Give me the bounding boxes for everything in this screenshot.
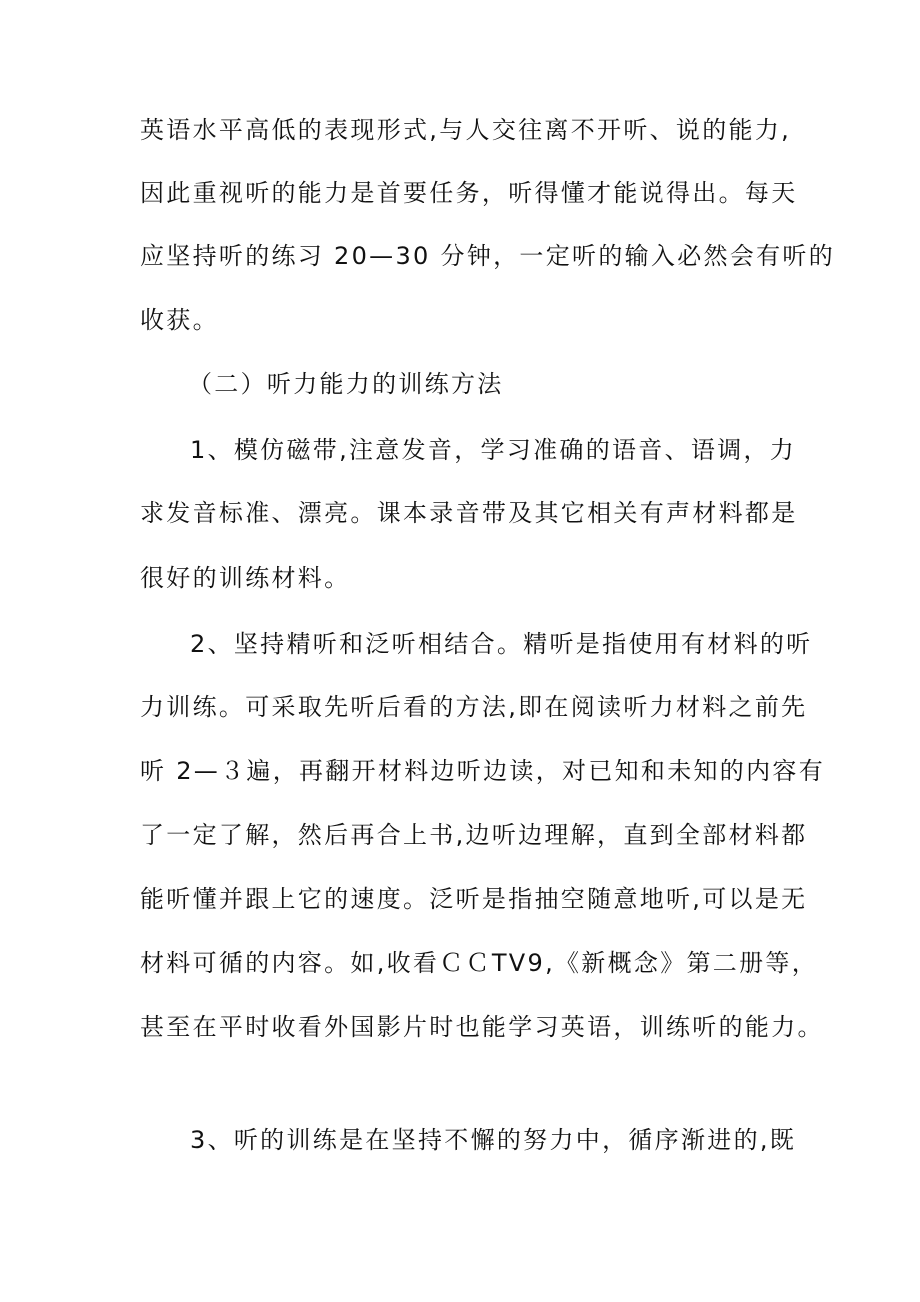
text-line: 力训练。可采取先听后看的方法,即在阅读听力材料之前先 (140, 693, 808, 721)
text-line: 甚至在平时收看外国影片时也能学习英语，训练听的能力。 (140, 1013, 824, 1041)
text-line: 因此重视听的能力是首要任务，听得懂才能说得出。每天 (140, 179, 798, 207)
text-line: 英语水平高低的表现形式,与人交往离不开听、说的能力, (140, 116, 792, 144)
text-line: 1、模仿磁带,注意发音，学习准确的语音、语调，力 (190, 436, 797, 464)
text-line: 听 2—３遍，再翻开材料边听边读，对已知和未知的内容有 (140, 757, 825, 785)
text-line: 收获。 (140, 306, 219, 334)
text-line: 3、听的训练是在坚持不懈的努力中，循序渐进的,既 (190, 1126, 797, 1154)
text-line: 求发音标准、漂亮。课本录音带及其它相关有声材料都是 (140, 499, 798, 527)
text-line: 2、坚持精听和泛听相结合。精听是指使用有材料的听 (190, 630, 813, 658)
text-line: 很好的训练材料。 (140, 564, 351, 592)
section-heading: （二）听力能力的训练方法 (188, 370, 504, 398)
text-line: 能听懂并跟上它的速度。泛听是指抽空随意地听,可以是无 (140, 885, 808, 913)
text-line: 了一定了解，然后再合上书,边听边理解，直到全部材料都 (140, 821, 808, 849)
text-line: 应坚持听的练习 20—30 分钟，一定听的输入必然会有听的 (140, 242, 836, 270)
text-line: 材料可循的内容。如,收看ＣＣTV9,《新概念》第二册等， (140, 949, 819, 977)
